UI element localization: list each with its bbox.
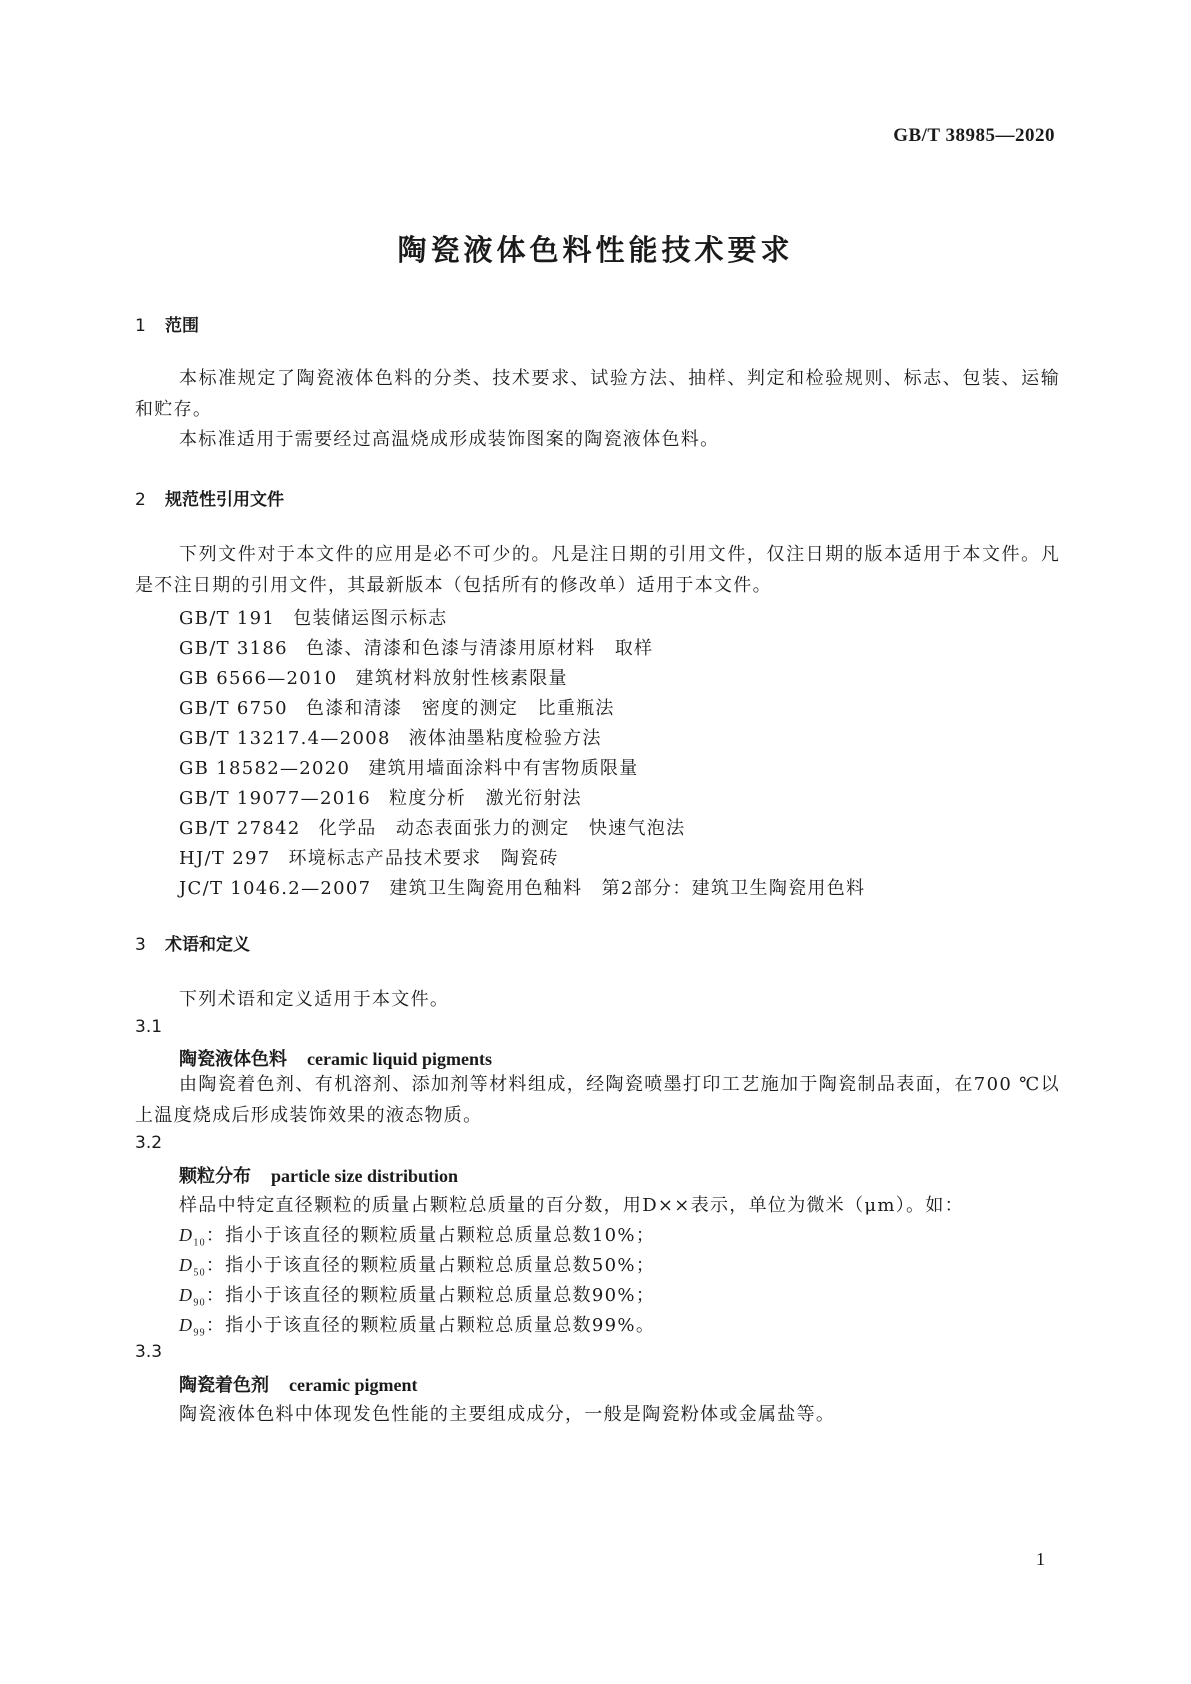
reference-title: 建筑用墙面涂料中有害物质限量 (368, 758, 639, 779)
reference-title: 粒度分析 激光衍射法 (388, 788, 582, 809)
reference-title: 建筑材料放射性核素限量 (355, 668, 568, 689)
term-definition: 陶瓷液体色料中体现发色性能的主要组成成分，一般是陶瓷粉体或金属盐等。 (179, 1404, 836, 1425)
reference-code: GB/T 13217.4—2008 (179, 728, 391, 749)
reference-title: 环境标志产品技术要求 陶瓷砖 (288, 848, 559, 869)
term-heading (179, 1371, 417, 1397)
section-title: 范围 (165, 316, 199, 336)
reference-title: 色漆、清漆和色漆与清漆用原材料 取样 (305, 638, 654, 659)
reference-code: GB/T 191 (179, 608, 276, 629)
section-number: 3 (135, 935, 146, 955)
term-en: ceramic pigment (289, 1375, 418, 1395)
page-number: 1 (1036, 1549, 1045, 1569)
section-1-paragraph-1: 本标准规定了陶瓷液体色料的分类、技术要求、试验方法、抽样、判定和检验规则、标志、包装、运输和贮存。 (135, 368, 1060, 420)
section-3-heading (135, 930, 250, 955)
reference-title: 建筑卫生陶瓷用色釉料 第2部分：建筑卫生陶瓷用色料 (389, 878, 866, 899)
reference-code: GB 18582—2020 (179, 758, 351, 779)
distribution-item (179, 1251, 655, 1279)
term-heading (179, 1045, 492, 1071)
term-number: 3.3 (135, 1342, 163, 1362)
reference-item (179, 694, 615, 720)
distribution-symbol: $D_{99}$ (179, 1315, 206, 1339)
reference-code: GB/T 27842 (179, 818, 301, 839)
section-number: 2 (135, 490, 146, 510)
reference-code: GB/T 19077—2016 (179, 788, 371, 809)
term-heading (179, 1162, 458, 1188)
reference-item (179, 814, 685, 840)
reference-title: 色漆和清漆 密度的测定 比重瓶法 (305, 698, 615, 719)
reference-code: GB/T 6750 (179, 698, 288, 719)
reference-title: 液体油墨粘度检验方法 (408, 728, 602, 749)
section-title: 规范性引用文件 (165, 490, 284, 510)
section-1-heading (135, 311, 199, 336)
distribution-text: ：指小于该直径的颗粒质量占颗粒总质量总数99%。 (205, 1315, 656, 1336)
distribution-item (179, 1311, 655, 1339)
reference-item (179, 604, 448, 630)
standard-number: GB/T 38985—2020 (893, 125, 1055, 146)
reference-item (179, 874, 865, 900)
reference-code: GB 6566—2010 (179, 668, 338, 689)
distribution-symbol: $D_{90}$ (179, 1285, 206, 1309)
term-definition: 由陶瓷着色剂、有机溶剂、添加剂等材料组成，经陶瓷喷墨打印工艺施加于陶瓷制品表面，在700 ℃以上温度烧成后形成装饰效果的液态物质。 (135, 1074, 1060, 1126)
distribution-symbol: $D_{10}$ (179, 1225, 206, 1249)
term-number: 3.1 (135, 1017, 163, 1037)
section-3-intro: 下列术语和定义适用于本文件。 (179, 989, 450, 1010)
reference-code: GB/T 3186 (179, 638, 288, 659)
reference-code: JC/T 1046.2—2007 (179, 878, 372, 899)
reference-title: 化学品 动态表面张力的测定 快速气泡法 (318, 818, 686, 839)
distribution-item (179, 1281, 655, 1309)
distribution-text: ：指小于该直径的颗粒质量占颗粒总质量总数50%； (205, 1255, 656, 1276)
reference-item (179, 634, 653, 660)
distribution-symbol: $D_{50}$ (179, 1255, 206, 1279)
term-number: 3.2 (135, 1133, 163, 1153)
reference-item (179, 754, 639, 780)
distribution-item (179, 1221, 655, 1249)
term-zh: 颗粒分布 (179, 1166, 251, 1187)
term-zh: 陶瓷着色剂 (179, 1375, 269, 1396)
term-en: ceramic liquid pigments (307, 1049, 492, 1069)
reference-item (179, 784, 582, 810)
term-definition: 样品中特定直径颗粒的质量占颗粒总质量的百分数，用D××表示，单位为微米（μm）。如： (179, 1195, 964, 1216)
section-2-intro: 下列文件对于本文件的应用是必不可少的。凡是注日期的引用文件，仅注日期的版本适用于本文件。凡是不注日期的引用文件，其最新版本（包括所有的修改单）适用于本文件。 (135, 544, 1060, 596)
section-number: 1 (135, 316, 146, 336)
section-2-heading (135, 485, 284, 510)
reference-code: HJ/T 297 (179, 848, 271, 869)
distribution-text: ：指小于该直径的颗粒质量占颗粒总质量总数10%； (205, 1225, 656, 1246)
term-en: particle size distribution (271, 1166, 458, 1186)
reference-title: 包装储运图示标志 (293, 608, 448, 629)
reference-item (179, 844, 559, 870)
section-1-paragraph-2: 本标准适用于需要经过高温烧成形成装饰图案的陶瓷液体色料。 (179, 429, 720, 450)
section-title: 术语和定义 (165, 935, 250, 955)
reference-item (179, 724, 602, 750)
distribution-text: ：指小于该直径的颗粒质量占颗粒总质量总数90%； (205, 1285, 656, 1306)
document-title: 陶瓷液体色料性能技术要求 (397, 233, 794, 267)
reference-item (179, 664, 568, 690)
term-zh: 陶瓷液体色料 (179, 1049, 287, 1070)
